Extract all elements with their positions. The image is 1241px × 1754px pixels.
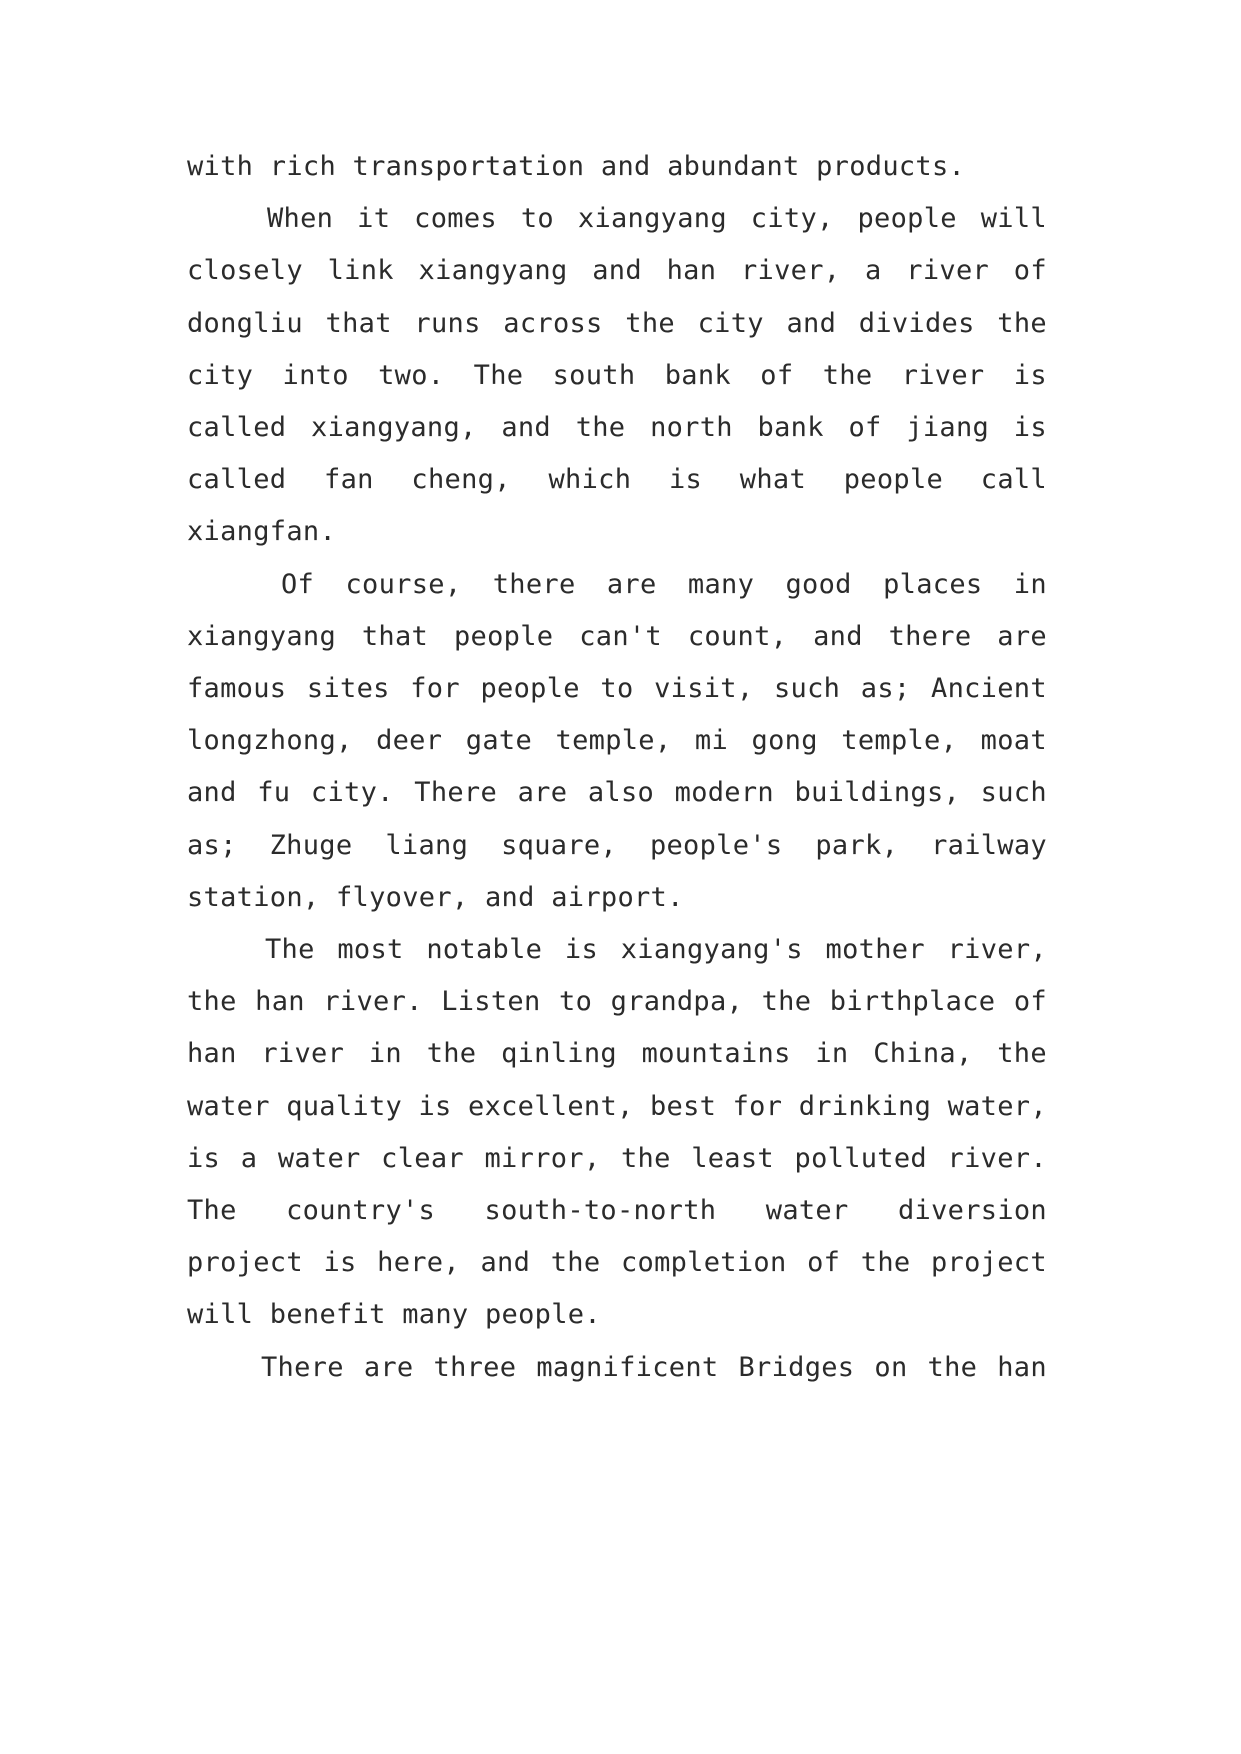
text-line: is a water clear mirror, the least polluted river. <box>187 1142 1047 1174</box>
text-line: called xiangyang, and the north bank of jiang is <box>187 412 1047 443</box>
text-line: will benefit many people. <box>187 1299 601 1331</box>
text-line: famous sites for people to visit, such as; Ancient <box>187 673 1047 704</box>
text-line: water quality is excellent, best for drinking water, <box>187 1090 1047 1122</box>
text-line: with rich transportation and abundant products. <box>187 151 966 182</box>
text-line: as; Zhuge liang square, people's park, railway <box>187 829 1047 861</box>
text-line: the han river. Listen to grandpa, the birthplace of <box>187 986 1047 1018</box>
text-line: The country's south-to-north water diversion <box>187 1195 1047 1226</box>
text-line: The most notable is xiangyang's mother river, <box>265 934 1047 965</box>
text-line: project is here, and the completion of the project <box>187 1247 1047 1279</box>
text-line: xiangfan. <box>187 516 336 548</box>
text-line: station, flyover, and airport. <box>187 881 684 913</box>
text-line: han river in the qinling mountains in China, the <box>187 1038 1047 1070</box>
text-line: Of course, there are many good places in <box>281 568 1047 600</box>
text-line: dongliu that runs across the city and divides the <box>187 307 1047 339</box>
text-line: and fu city. There are also modern buildings, such <box>187 777 1047 809</box>
text-line: xiangyang that people can't count, and there are <box>187 620 1047 652</box>
text-line: closely link xiangyang and han river, a river of <box>187 255 1047 287</box>
text-line: called fan cheng, which is what people call <box>187 464 1047 496</box>
text-line: longzhong, deer gate temple, mi gong temple, moat <box>187 725 1047 757</box>
text-line: city into two. The south bank of the river is <box>187 359 1047 391</box>
text-line: There are three magnificent Bridges on the han <box>261 1351 1047 1383</box>
text-line: When it comes to xiangyang city, people will <box>267 203 1047 235</box>
